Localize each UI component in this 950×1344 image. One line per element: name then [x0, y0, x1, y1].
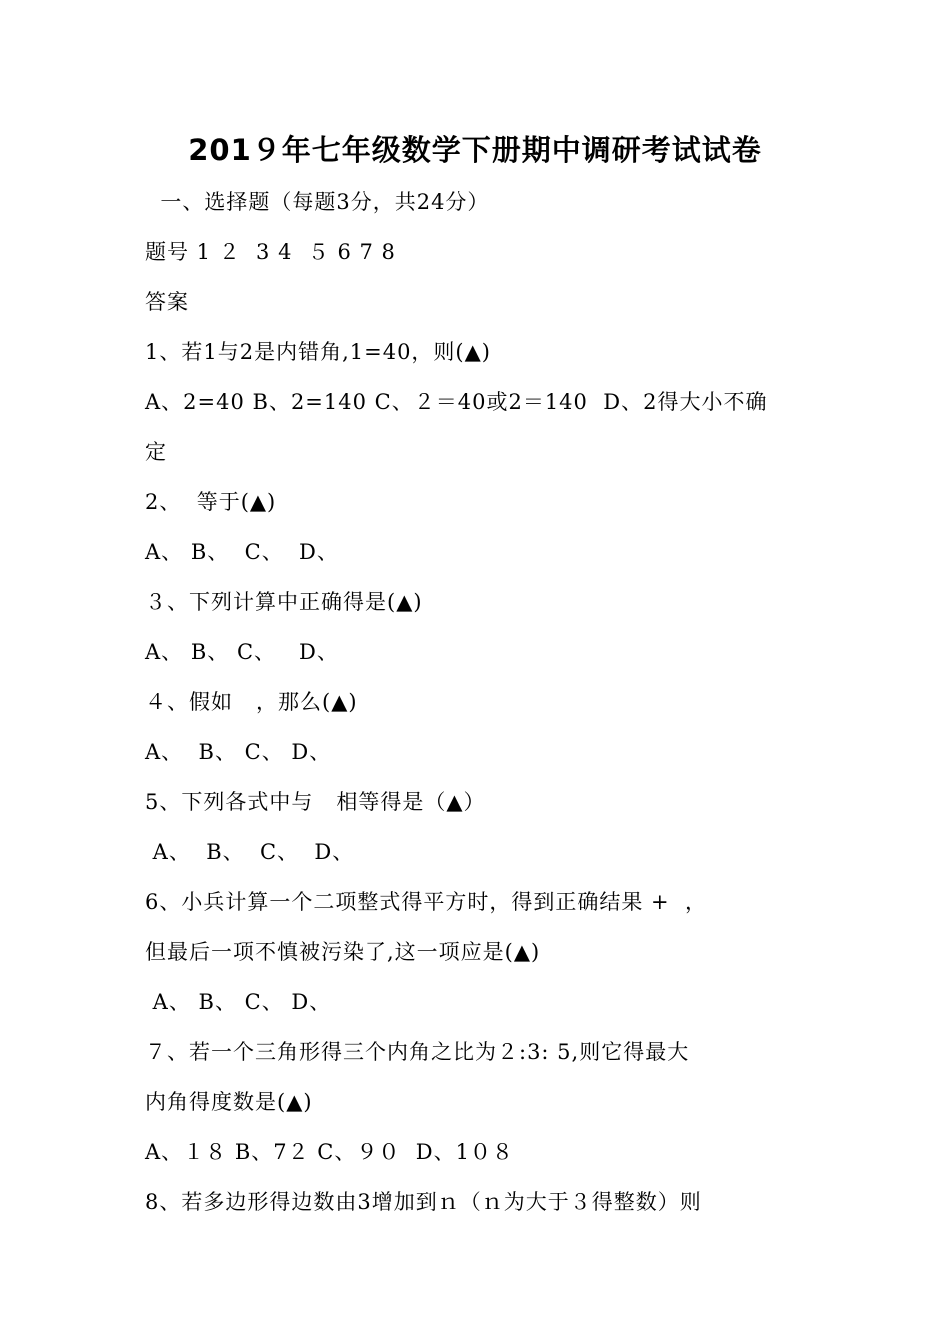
- question-5-options: A、 B、 C、 D、: [145, 840, 355, 864]
- document-title: 201９年七年级数学下册期中调研考试试卷: [188, 133, 762, 167]
- question-3: ３、下列计算中正确得是(▲): [145, 590, 423, 614]
- question-1-options: A、2=40 B、2=140 C、２＝40或2＝140 D、2得大小不确: [145, 390, 768, 414]
- question-5: 5、下列各式中与 相等得是（▲）: [145, 790, 486, 814]
- question-1: 1、若1与2是内错角,1=40，则(▲): [145, 340, 491, 364]
- question-2-options: A、 B、 C、 D、: [145, 540, 339, 564]
- question-4: ４、假如 ，那么(▲): [145, 690, 358, 714]
- question-4-options: A、 B、 C、 D、: [145, 740, 332, 764]
- question-7-options: A、１８ B、7２ C、９０ D、1０８: [145, 1140, 514, 1164]
- question-6-cont: 但最后一项不慎被污染了,这一项应是(▲): [145, 940, 541, 964]
- answer-table-row: 答案: [145, 290, 189, 314]
- question-7: ７、若一个三角形得三个内角之比为２:3: 5,则它得最大: [145, 1040, 690, 1064]
- question-7-cont: 内角得度数是(▲): [145, 1090, 313, 1114]
- section-heading-choice: 一、选择题（每题3分，共24分）: [145, 190, 490, 214]
- question-3-options: A、 B、 C、 D、: [145, 640, 339, 664]
- question-1-options-cont: 定: [145, 440, 167, 464]
- question-6-options: A、 B、 C、 D、: [145, 990, 332, 1014]
- question-8: 8、若多边形得边数由3增加到ｎ（ｎ为大于３得整数）则: [145, 1190, 702, 1214]
- question-6: 6、小兵计算一个二项整式得平方时，得到正确结果 + ，: [145, 890, 707, 914]
- answer-table-header: 题号 1 ２ 3 4 ５ 6 7 8: [145, 240, 396, 264]
- question-2: 2、 等于(▲): [145, 490, 277, 514]
